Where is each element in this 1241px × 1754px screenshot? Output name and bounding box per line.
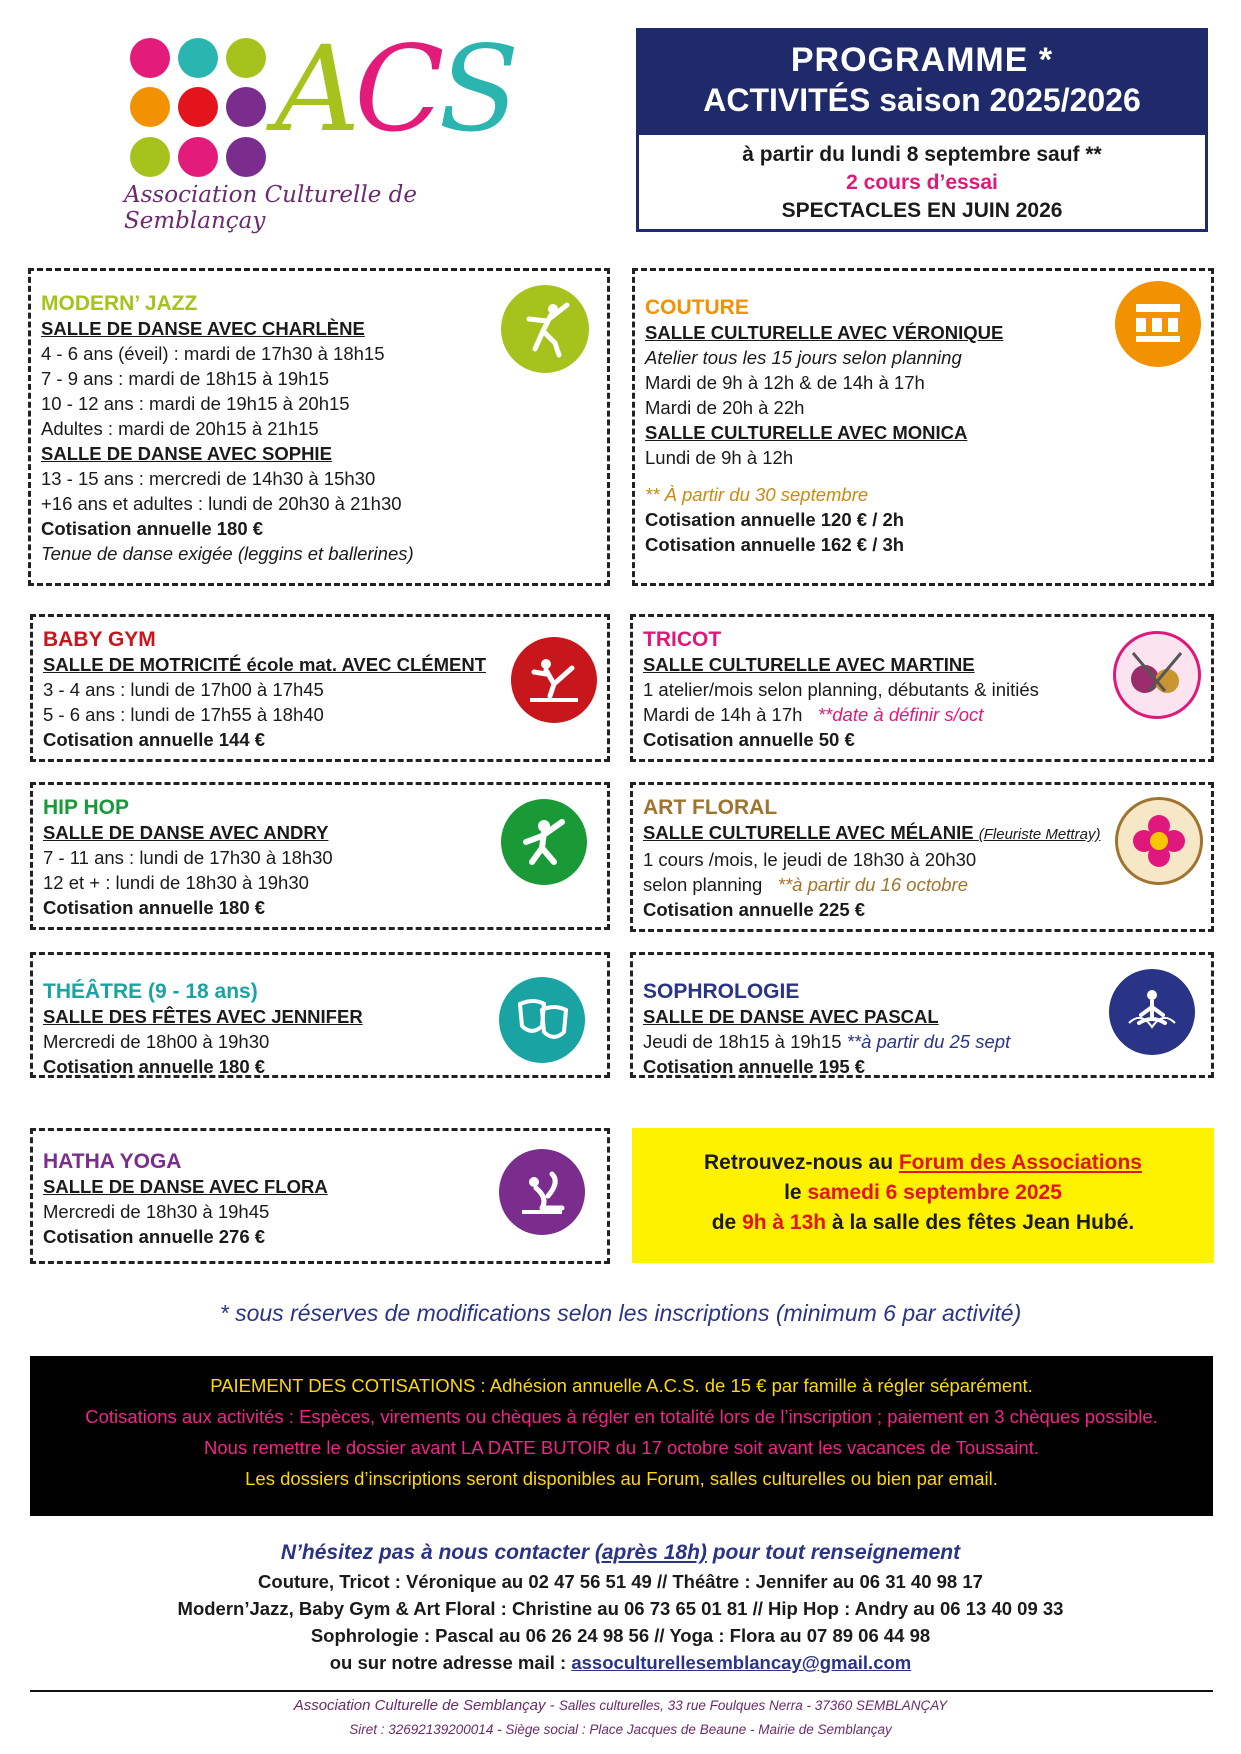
dancer-icon [501, 285, 589, 373]
logo-tile-icon [130, 137, 170, 177]
card-art-floral [630, 782, 1214, 932]
card-title: COUTURE [645, 296, 749, 319]
contact-line: Modern’Jazz, Baby Gym & Art Floral : Christine au 06 73 65 01 81 // Hip Hop : Andry au 06 13 40 09 33 [177, 1598, 1064, 1619]
logo-tile-icon [130, 87, 170, 127]
card-note: ** À partir du 30 septembre [645, 484, 869, 505]
card-title: MODERN’ JAZZ [41, 292, 198, 315]
footer-divider [30, 1690, 1213, 1692]
card-room: SALLE CULTURELLE AVEC MÉLANIE [643, 822, 974, 843]
logo-tile-icon [130, 38, 170, 78]
card-note: **à partir du 16 octobre [777, 874, 969, 895]
card-price: Cotisation annuelle 276 € [43, 1226, 266, 1247]
footer-org: Association Culturelle de Semblançay - [293, 1697, 559, 1714]
logo-tile-icon [178, 137, 218, 177]
logo-letter: C [354, 20, 439, 158]
card-price: Cotisation annuelle 180 € [43, 1056, 266, 1077]
card-schedule: Mercredi de 18h30 à 19h45 [43, 1201, 270, 1222]
forum-hours: 9h à 13h [742, 1211, 827, 1234]
card-schedule: selon planning [643, 874, 763, 895]
card-note: **date à définir s/oct [817, 704, 984, 725]
card-title: THÉÂTRE (9 - 18 ans) [43, 980, 258, 1003]
card-price: Cotisation annuelle 225 € [643, 899, 866, 920]
yoga-pose-icon [499, 1149, 585, 1235]
card-schedule: Mercredi de 18h00 à 19h30 [43, 1031, 270, 1052]
card-schedule: 1 atelier/mois selon planning, débutants & initiés [643, 679, 1039, 700]
card-schedule: 3 - 4 ans : lundi de 17h00 à 17h45 [43, 679, 324, 700]
payment-panel [30, 1356, 1213, 1516]
card-room: SALLE DE DANSE AVEC FLORA [43, 1176, 328, 1197]
header-info [639, 135, 1205, 225]
flower-icon [1115, 797, 1203, 885]
forum-event: Forum des Associations [898, 1151, 1142, 1174]
card-schedule: Mardi de 20h à 22h [645, 397, 805, 418]
card-title: HIP HOP [43, 796, 129, 819]
footer-line-1 [0, 1697, 1241, 1714]
card-schedule: 13 - 15 ans : mercredi de 14h30 à 15h30 [41, 468, 376, 489]
payment-line: Cotisations aux activités : Espèces, virements ou chèques à régler en totalité lors de l’inscription ; paiement en 3 chèques possible. [85, 1406, 1158, 1427]
card-hatha-yoga [30, 1128, 610, 1264]
forum-text: de [711, 1211, 743, 1234]
yarn-icon [1113, 631, 1201, 719]
card-price: Cotisation annuelle 195 € [643, 1056, 866, 1077]
card-theatre [30, 952, 610, 1078]
footer-line-2: Siret : 32692139200014 - Siège social : Place Jacques de Beaune - Mairie de Semblançay [349, 1722, 892, 1737]
theatre-masks-icon [499, 977, 585, 1063]
sewing-icon [1115, 281, 1201, 367]
card-schedule: 7 - 11 ans : lundi de 17h30 à 18h30 [43, 847, 333, 868]
contact-line: Sophrologie : Pascal au 06 26 24 98 56 // Yoga : Flora au 07 89 06 44 98 [310, 1625, 931, 1646]
card-baby-gym [30, 614, 610, 762]
card-room: SALLE DES FÊTES AVEC JENNIFER [43, 1006, 363, 1027]
card-room-note: (Fleuriste Mettray) [978, 826, 1101, 843]
card-price: Cotisation annuelle 144 € [43, 729, 266, 750]
forum-callout [632, 1128, 1214, 1263]
contact-time: (après 18h) [594, 1541, 707, 1564]
header-start-date: à partir du lundi 8 septembre sauf ** [742, 143, 1102, 166]
card-schedule: 10 - 12 ans : mardi de 19h15 à 20h15 [41, 393, 350, 414]
card-schedule: Jeudi de 18h15 à 19h15 [643, 1031, 842, 1052]
logo-letters [275, 20, 514, 158]
card-price: Cotisation annuelle 180 € [43, 897, 266, 918]
hiphop-dancer-icon [501, 799, 587, 885]
footer-address: Salles culturelles, 33 rue Foulques Nerra - 37360 SEMBLANÇAY [558, 1698, 948, 1713]
card-modern-jazz [28, 268, 610, 586]
email-link[interactable]: assoculturellesemblancay@gmail.com [571, 1652, 912, 1673]
gymnast-icon [511, 637, 597, 723]
card-schedule: 12 et + : lundi de 18h30 à 19h30 [43, 872, 309, 893]
card-schedule: 7 - 9 ans : mardi de 18h15 à 19h15 [41, 368, 329, 389]
card-room: SALLE CULTURELLE AVEC MARTINE [643, 654, 975, 675]
contact-heading: pour tout renseignement [706, 1541, 961, 1564]
card-room: SALLE DE DANSE AVEC ANDRY [43, 822, 329, 843]
card-sophrologie [630, 952, 1214, 1078]
program-header [636, 28, 1208, 232]
card-note: **à partir du 25 sept [846, 1031, 1011, 1052]
card-price: Cotisation annuelle 162 € / 3h [645, 534, 905, 555]
header-subtitle: ACTIVITÉS saison 2025/2026 [703, 82, 1141, 118]
card-note: Tenue de danse exigée (leggins et ballerines) [41, 543, 414, 564]
forum-place: à la salle des fêtes Jean Hubé. [826, 1211, 1135, 1234]
card-room: SALLE CULTURELLE AVEC MONICA [645, 422, 968, 443]
logo-letter: S [438, 20, 514, 158]
header-title: PROGRAMME * [790, 41, 1054, 79]
logo-tile-icon [178, 38, 218, 78]
card-title: ART FLORAL [643, 796, 778, 819]
logo-tile-icon [178, 87, 218, 127]
card-hip-hop [30, 782, 610, 930]
card-schedule: Lundi de 9h à 12h [645, 447, 794, 468]
header-trial: 2 cours d’essai [846, 171, 998, 194]
card-schedule: Mardi de 14h à 17h [643, 704, 803, 725]
card-couture [632, 268, 1214, 586]
logo-tile-icon [226, 38, 266, 78]
card-title: SOPHROLOGIE [643, 980, 800, 1003]
forum-date: samedi 6 septembre 2025 [807, 1181, 1062, 1204]
logo-letter: A [275, 20, 355, 158]
card-room: SALLE DE DANSE AVEC CHARLÈNE [41, 318, 365, 339]
contact-heading: N’hésitez pas à nous contacter [280, 1541, 595, 1564]
card-schedule: 4 - 6 ans (éveil) : mardi de 17h30 à 18h15 [41, 343, 385, 364]
payment-line: Les dossiers d’inscriptions seront disponibles au Forum, salles culturelles ou bien par email. [245, 1468, 998, 1489]
card-tricot [630, 614, 1214, 762]
logo-subtitle: Association Culturelle de Semblançay [124, 182, 417, 234]
card-room: SALLE CULTURELLE AVEC VÉRONIQUE [645, 322, 1004, 343]
logo-tile-icon [226, 137, 266, 177]
contact-line: ou sur notre adresse mail : [329, 1652, 572, 1673]
logo-icons [130, 38, 270, 178]
card-room: SALLE DE DANSE AVEC PASCAL [643, 1006, 939, 1027]
card-price: Cotisation annuelle 50 € [643, 729, 855, 750]
card-schedule: Mardi de 9h à 12h & de 14h à 17h [645, 372, 925, 393]
header-banner [639, 31, 1205, 135]
forum-text: Retrouvez-nous au [704, 1151, 899, 1174]
card-room: SALLE DE MOTRICITÉ école mat. AVEC CLÉMENT [43, 654, 487, 675]
forum-text: le [784, 1181, 808, 1204]
card-schedule: Atelier tous les 15 jours selon planning [645, 347, 962, 368]
card-schedule: Adultes : mardi de 20h15 à 21h15 [41, 418, 319, 439]
payment-line: Nous remettre le dossier avant LA DATE BUTOIR du 17 octobre soit avant les vacances de Toussaint. [204, 1437, 1039, 1458]
card-title: TRICOT [643, 628, 722, 651]
card-title: BABY GYM [43, 628, 156, 651]
card-room: SALLE DE DANSE AVEC SOPHIE [41, 443, 332, 464]
card-schedule: 5 - 6 ans : lundi de 17h55 à 18h40 [43, 704, 324, 725]
contact-section [0, 1538, 1241, 1676]
reserve-note: * sous réserves de modifications selon les inscriptions (minimum 6 par activité) [219, 1300, 1022, 1326]
header-shows: SPECTACLES EN JUIN 2026 [781, 199, 1063, 222]
card-schedule: 1 cours /mois, le jeudi de 18h30 à 20h30 [643, 849, 977, 870]
card-price: Cotisation annuelle 120 € / 2h [645, 509, 905, 530]
payment-line: PAIEMENT DES COTISATIONS : Adhésion annuelle A.C.S. de 15 € par famille à régler séparément. [210, 1375, 1033, 1396]
card-price: Cotisation annuelle 180 € [41, 518, 264, 539]
lotus-icon [1109, 969, 1195, 1055]
contact-line: Couture, Tricot : Véronique au 02 47 56 51 49 // Théâtre : Jennifer au 06 31 40 98 17 [258, 1571, 983, 1592]
card-title: HATHA YOGA [43, 1150, 182, 1173]
card-schedule: +16 ans et adultes : lundi de 20h30 à 21h30 [41, 493, 402, 514]
logo-tile-icon [226, 87, 266, 127]
